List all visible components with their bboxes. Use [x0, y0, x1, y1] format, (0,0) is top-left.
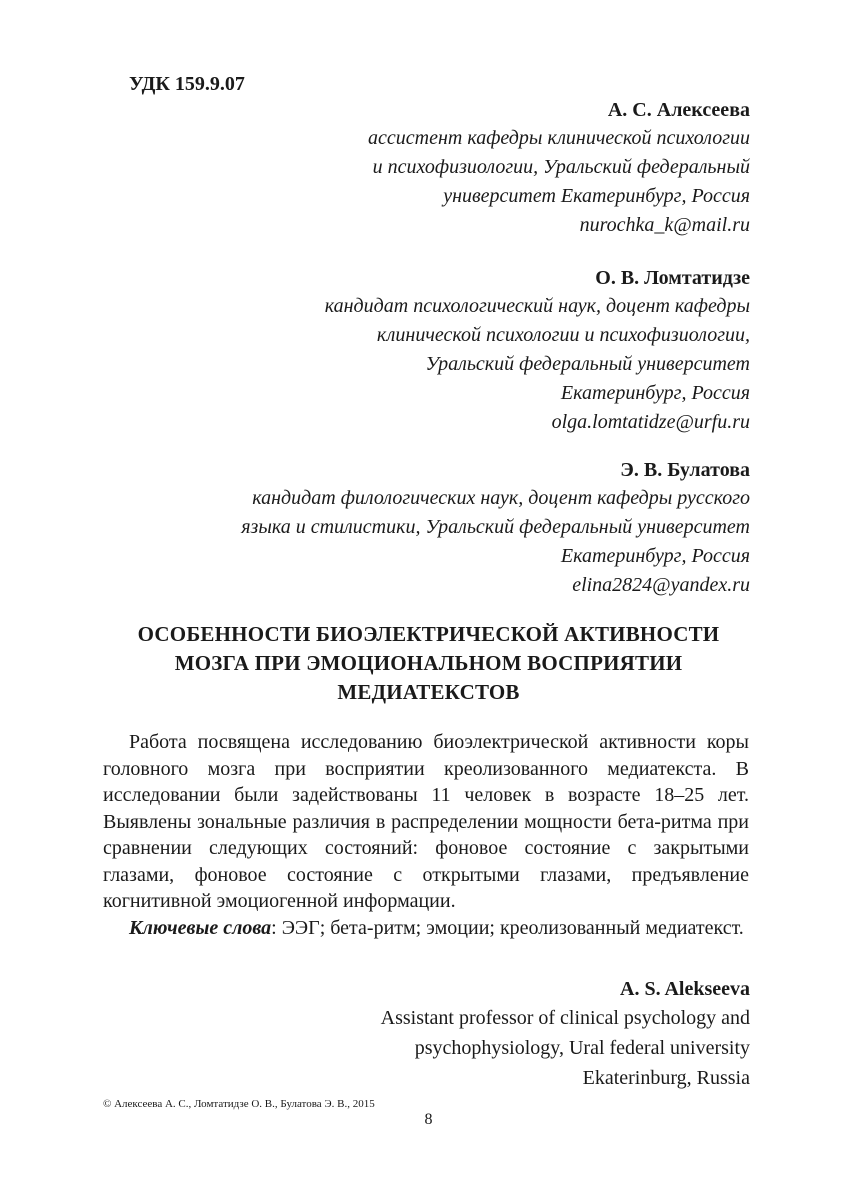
english-affiliation-line: Ekaterinburg, Russia — [582, 1067, 750, 1089]
english-affiliation-line: psychophysiology, Ural federal university — [414, 1037, 750, 1059]
author-affiliation-line: Екатеринбург, Россия — [560, 545, 750, 567]
author-email: elina2824@yandex.ru — [572, 574, 750, 596]
author-affiliation-line: ассистент кафедры клинической психологии — [368, 127, 750, 149]
copyright-notice: © Алексеева А. С., Ломтатидзе О. В., Булатова Э. В., 2015 — [103, 1098, 375, 1110]
author-block-3 — [241, 456, 750, 600]
author-email: nurochka_k@mail.ru — [579, 214, 750, 236]
keywords-label: Ключевые слова — [129, 916, 272, 939]
author-email: olga.lomtatidze@urfu.ru — [551, 411, 750, 433]
title-line: МЕДИАТЕКСТОВ — [337, 680, 520, 704]
title-line: МОЗГА ПРИ ЭМОЦИОНАЛЬНОМ ВОСПРИЯТИИ — [174, 651, 683, 675]
keywords — [103, 915, 749, 942]
author-block-2 — [325, 264, 750, 437]
english-author-block — [381, 975, 750, 1093]
abstract-text: Работа посвящена исследованию биоэлектрической активности коры головного мозга при восприятии креолизованного медиатекста. В исследовании были задействованы 11 человек в возрасте 18–25 лет. Выявлены зональные различия в распределении мощности бета-ритма при сравнении следующих состояний: фоновое состояние с закрытыми глазами, фоновое состояние с открытыми глазами, предъявление когнитивной эмоциогенной информации. — [103, 731, 749, 912]
page-number: 8 — [424, 1111, 433, 1128]
abstract — [103, 729, 749, 941]
article-title — [0, 620, 857, 707]
author-affiliation-line: клинической психологии и психофизиологии, — [376, 324, 750, 346]
author-affiliation-line: университет Екатеринбург, Россия — [443, 185, 750, 207]
author-affiliation-line: кандидат филологических наук, доцент кафедры русского — [252, 487, 750, 509]
author-affiliation-line: языка и стилистики, Уральский федеральный университет — [241, 516, 750, 538]
keywords-text: : ЭЭГ; бета-ритм; эмоции; креолизованный медиатекст. — [271, 916, 744, 939]
english-author-name: A. S. Alekseeva — [620, 978, 750, 1000]
english-affiliation-line: Assistant professor of clinical psychology and — [380, 1007, 750, 1029]
author-name: О. В. Ломтатидзе — [595, 267, 750, 289]
title-line: ОСОБЕННОСТИ БИОЭЛЕКТРИЧЕСКОЙ АКТИВНОСТИ — [137, 622, 720, 646]
author-affiliation-line: и психофизиологии, Уральский федеральный — [372, 156, 750, 178]
author-name: Э. В. Булатова — [620, 459, 750, 481]
author-name: А. С. Алексеева — [607, 99, 750, 121]
udk-code: УДК 159.9.07 — [129, 73, 245, 95]
author-affiliation-line: кандидат психологический наук, доцент кафедры — [324, 295, 750, 317]
author-affiliation-line: Екатеринбург, Россия — [560, 382, 750, 404]
author-affiliation-line: Уральский федеральный университет — [425, 353, 750, 375]
author-block-1 — [368, 96, 750, 240]
